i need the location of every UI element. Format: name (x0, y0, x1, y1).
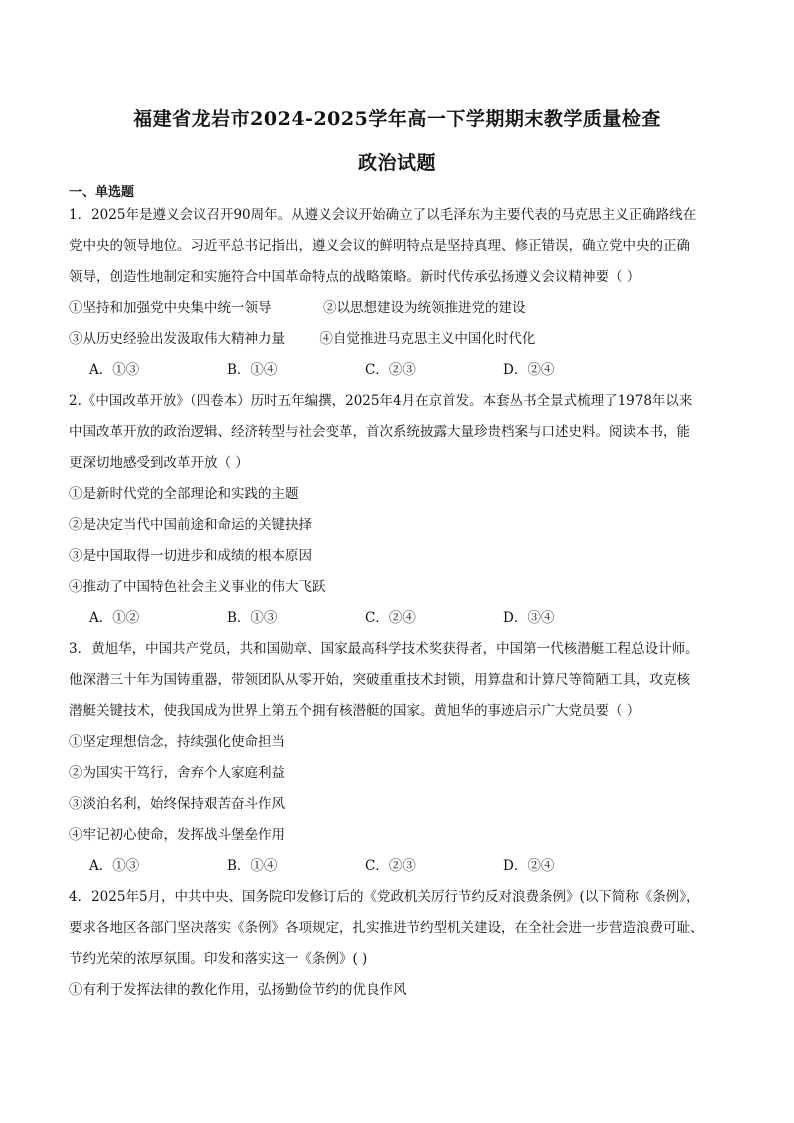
option-c[interactable]: C．②④ (365, 610, 416, 626)
question-text: 党中央的领导地位。习近平总书记指出，遵义会议的鲜明特点是坚持真理、修正错误，确立党中央的正确 (69, 238, 690, 254)
question-text: 4．2025年5月，中共中央、国务院印发修订后的《党政机关厉行节约反对浪费条例》(以下简称《条例》， (69, 889, 700, 905)
question-text: 领导，创造性地制定和实施符合中国革命特点的战略策略。新时代传承弘扬遵义会议精神要（ ） (69, 269, 641, 285)
option-c[interactable]: C．②③ (365, 858, 416, 874)
question-1 (69, 203, 725, 389)
question-2 (69, 389, 725, 637)
option-b[interactable]: B．①④ (227, 362, 278, 378)
question-text: 中国改革开放的政治逻辑、经济转型与社会变革，首次系统披露大量珍贵档案与口述史料。阅读本书，能 (69, 424, 690, 440)
option-c[interactable]: C．②③ (365, 362, 416, 378)
answer-options (69, 854, 725, 885)
option-a[interactable]: A．①③ (89, 858, 140, 874)
statement: ①有利于发挥法律的教化作用，弘扬勤俭节约的优良作风 (69, 982, 407, 998)
statement: ②是决定当代中国前途和命运的关键抉择 (69, 517, 312, 533)
section-heading: 一、单选题 (69, 185, 135, 200)
question-text: 要求各地区各部门坚决落实《条例》各项规定，扎实推进节约型机关建设，在全社会进一步营造浪费可耻、 (69, 920, 704, 936)
option-d[interactable]: D．②④ (503, 362, 555, 378)
question-3 (69, 637, 725, 885)
statement: ③淡泊名利，始终保持艰苦奋斗作风 (69, 796, 285, 812)
question-text: 潜艇关键技术，使我国成为世界上第五个拥有核潜艇的国家。黄旭华的事迹启示广大党员要（ ） (69, 703, 641, 719)
option-d[interactable]: D．③④ (503, 610, 555, 626)
statement: ①坚持和加强党中央集中统一领导 ②以思想建设为统领推进党的建设 (69, 300, 526, 316)
question-text: 1．2025年是遵义会议召开90周年。从遵义会议开始确立了以毛泽东为主要代表的马克思主义正确路线在 (69, 207, 697, 223)
statement: ①坚定理想信念，持续强化使命担当 (69, 734, 285, 750)
question-text: 更深切地感受到改革开放（ ） (69, 455, 249, 471)
question-text: 2.《中国改革开放》（四卷本）历时五年编撰，2025年4月在京首发。本套丛书全景式梳理了1978年以来 (69, 393, 693, 409)
option-d[interactable]: D．②④ (503, 858, 555, 874)
exam-title: 福建省龙岩市2024-2025学年高一下学期期末教学质量检查 (133, 108, 661, 130)
option-b[interactable]: B．①④ (227, 858, 278, 874)
statement: ③从历史经验出发汲取伟大精神力量 ④自觉推进马克思主义中国化时代化 (69, 331, 536, 347)
option-a[interactable]: A．①② (89, 610, 140, 626)
statement: ④推动了中国特色社会主义事业的伟大飞跃 (69, 579, 326, 595)
question-4 (69, 885, 725, 1009)
question-text: 节约光荣的浓厚氛围。印发和落实这一《条例》( ) (69, 951, 368, 967)
statement: ②为国实干笃行，舍弃个人家庭利益 (69, 765, 285, 781)
option-b[interactable]: B．①③ (227, 610, 278, 626)
question-text: 3．黄旭华，中国共产党员，共和国勋章、国家最高科学技术奖获得者，中国第一代核潜艇工程总设计师。 (69, 641, 699, 657)
answer-options (69, 606, 725, 637)
option-a[interactable]: A．①③ (89, 362, 140, 378)
question-list (69, 203, 725, 1009)
question-text: 他深潜三十年为国铸重器，带领团队从零开始，突破重重技术封锁，用算盘和计算尺等简陋工具，攻克核 (69, 672, 690, 688)
statement: ③是中国取得一切进步和成绩的根本原因 (69, 548, 312, 564)
answer-options (69, 358, 725, 389)
statement: ④牢记初心使命，发挥战斗堡垒作用 (69, 827, 285, 843)
exam-subtitle: 政治试题 (357, 152, 436, 174)
statement: ①是新时代党的全部理论和实践的主题 (69, 486, 299, 502)
